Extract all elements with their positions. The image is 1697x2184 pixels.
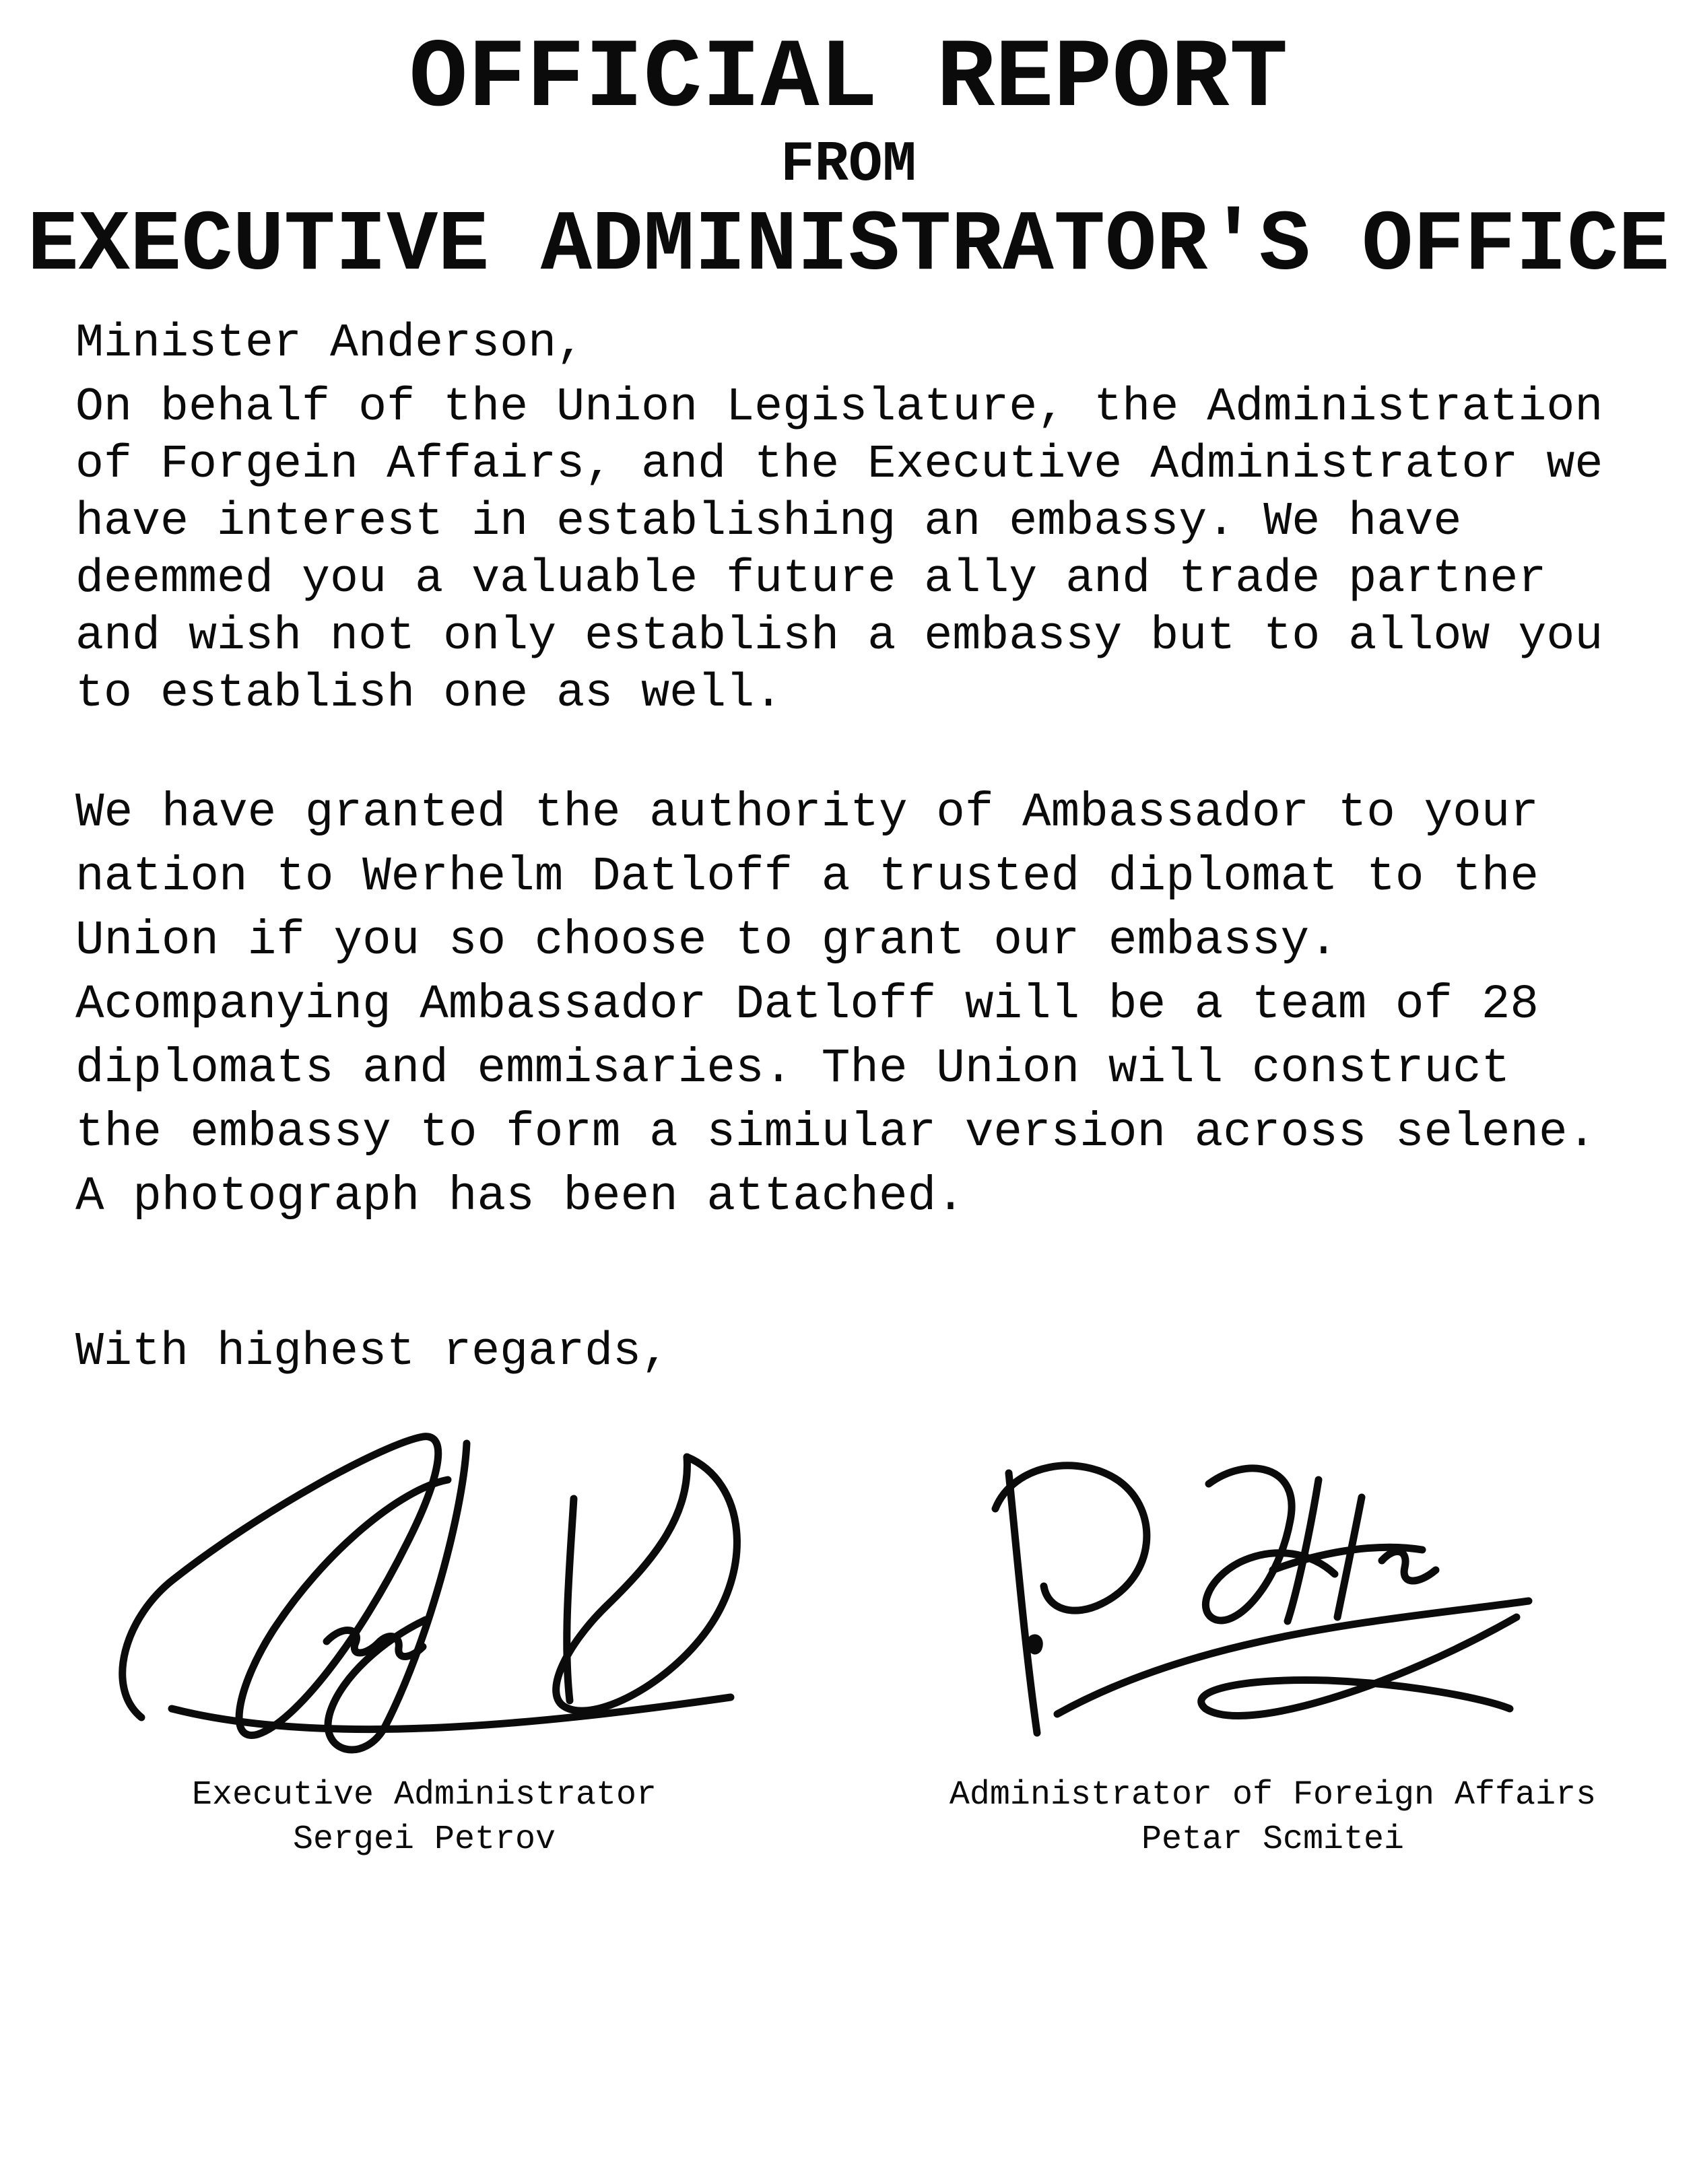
report-title: OFFICIAL REPORT — [409, 24, 1288, 135]
paragraph-2-line: the embassy to form a simiular version across selene. — [75, 1106, 1597, 1161]
report-title-office: EXECUTIVE ADMINISTRATOR'S OFFICE — [27, 197, 1670, 295]
sergei-petrov-signature-icon — [94, 1418, 754, 1754]
paragraph-1-line: to establish one as well. — [75, 667, 783, 721]
letter-body — [75, 315, 1638, 1381]
signatory-right — [849, 1418, 1697, 1862]
paragraph-1-line: of Forgein Affairs, and the Executive Administrator we — [75, 438, 1603, 492]
signatory-left — [0, 1418, 849, 1862]
salutation: Minister Anderson, — [75, 317, 585, 371]
paragraph-2-line: Union if you so choose to grant our embassy. — [75, 914, 1338, 969]
petar-scmitei-signature-icon — [923, 1418, 1623, 1754]
paragraph-1-line: have interest in establishing an embassy. We have — [75, 496, 1462, 549]
signatory-name: Sergei Petrov — [292, 1820, 556, 1859]
signatory-title: Administrator of Foreign Affairs — [949, 1776, 1597, 1815]
paragraph-2-line: Acompanying Ambassador Datloff will be a team of 28 — [75, 978, 1539, 1033]
paragraph-1 — [75, 379, 1638, 722]
paragraph-2-line: diplomats and emmisaries. The Union will construct — [75, 1042, 1510, 1097]
report-title-from: FROM — [780, 133, 917, 197]
paragraph-1-line: On behalf of the Union Legislature, the Administration — [75, 381, 1603, 435]
paragraph-2 — [75, 782, 1638, 1229]
paragraph-2-line: We have granted the authority of Ambassador to your — [75, 786, 1539, 841]
signatory-name: Petar Scmitei — [1141, 1820, 1405, 1859]
paragraph-1-line: and wish not only establish a embassy but to allow you — [75, 610, 1603, 664]
signatory-title: Executive Administrator — [191, 1776, 657, 1815]
paragraph-2-line: A photograph has been attached. — [75, 1170, 965, 1225]
paragraph-2-line: nation to Werhelm Datloff a trusted diplomat to the — [75, 850, 1539, 905]
closing-line: With highest regards, — [75, 1326, 670, 1379]
signature-block — [0, 1418, 1697, 1862]
paragraph-1-line: deemmed you a valuable future ally and trade partner — [75, 553, 1547, 607]
